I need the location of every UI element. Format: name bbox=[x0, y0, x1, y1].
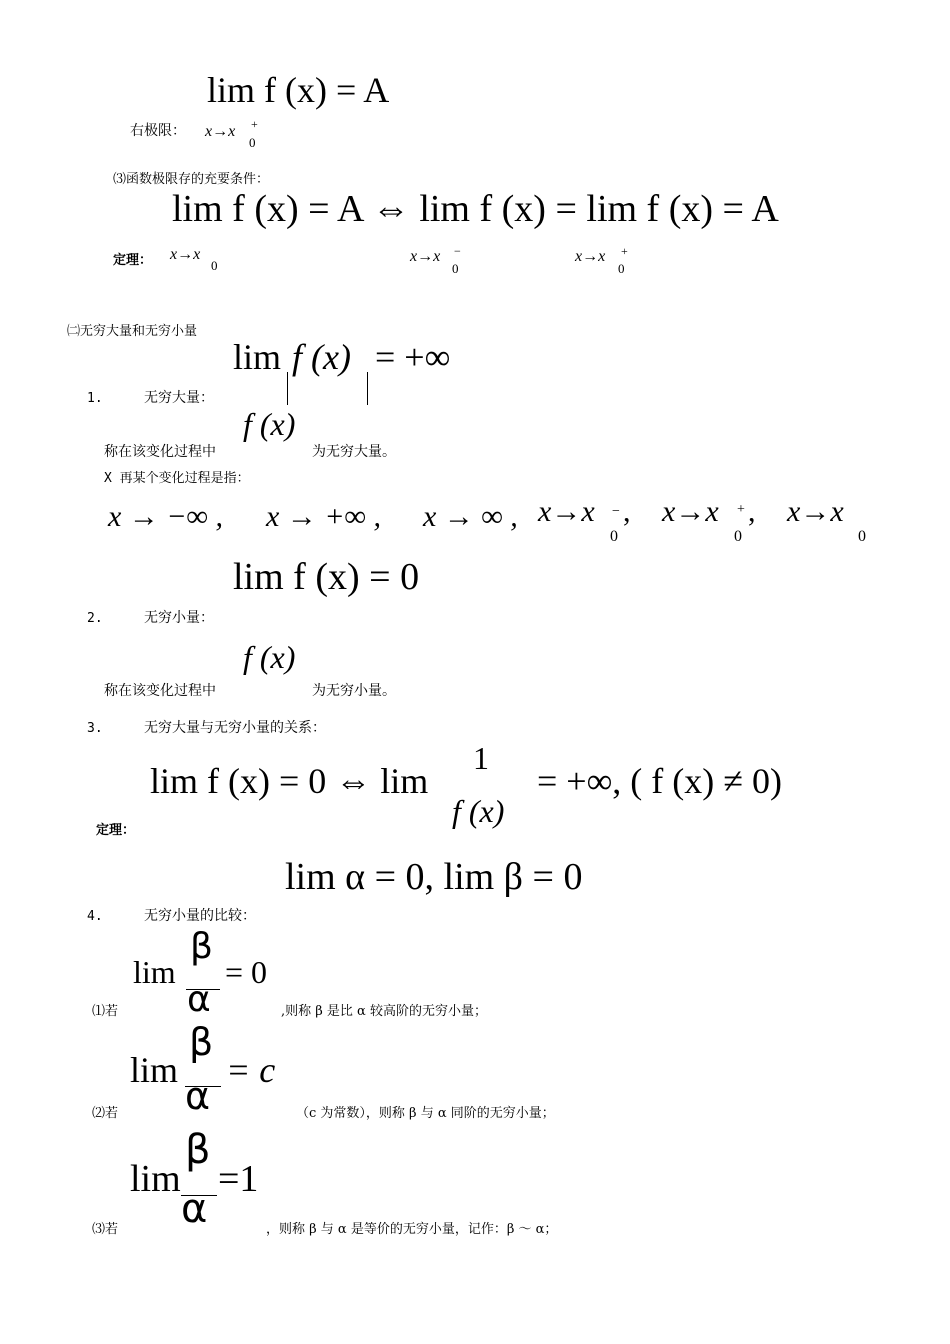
cmp3-numerator: β bbox=[185, 1127, 211, 1173]
abs-bar-right bbox=[367, 372, 368, 405]
ns-heading: ⑶函数极限存的充要条件： bbox=[113, 172, 270, 187]
cmp2-lim: lim bbox=[130, 1050, 179, 1090]
process-left-sup: − bbox=[612, 504, 620, 519]
process-note: X 再某个变化过程是指： bbox=[104, 471, 250, 486]
right-limit-label: 右极限： bbox=[130, 123, 186, 139]
cmp1-rhs: = 0 bbox=[225, 954, 268, 990]
process-right-x0: x→x bbox=[662, 495, 719, 528]
cmp3-denominator: α bbox=[181, 1186, 208, 1232]
item3-label: 无穷大量与无穷小量的关系： bbox=[144, 720, 326, 736]
cmp2-prefix: ⑵若 bbox=[92, 1106, 119, 1121]
item4-formula: lim α = 0, lim β = 0 bbox=[285, 856, 583, 898]
cmp2-denominator: α bbox=[185, 1074, 211, 1118]
item1-rhs: = +∞ bbox=[375, 337, 451, 377]
ns-cond1-sub: 0 bbox=[211, 258, 218, 273]
cmp3-rhs: =1 bbox=[218, 1158, 259, 1200]
item3-numerator: 1 bbox=[473, 740, 489, 776]
item2-number: 2. bbox=[87, 611, 103, 626]
ns-cond1 bbox=[170, 247, 200, 263]
item4-label: 无穷小量的比较： bbox=[144, 908, 256, 924]
ns-theorem-label: 定理： bbox=[113, 253, 153, 268]
cmp1-lim: lim bbox=[133, 954, 176, 990]
cmp3-desc: ，则称 β 与 α 是等价的无穷小量，记作：β ～ α； bbox=[266, 1222, 558, 1237]
item2-label: 无穷小量： bbox=[144, 610, 214, 626]
item3-number: 3. bbox=[87, 721, 103, 736]
cmp3-lim: lim bbox=[130, 1158, 181, 1200]
cmp2-rhs: = c bbox=[226, 1050, 276, 1090]
cmp2-desc: （c 为常数），则称 β 与 α 同阶的无穷小量； bbox=[296, 1106, 555, 1121]
process-neg-inf: x → −∞ , bbox=[108, 500, 223, 533]
ns-cond3 bbox=[575, 249, 605, 265]
item1-desc-a: 称在该变化过程中 bbox=[104, 444, 216, 460]
cmp1-desc: ,则称 β 是比 α 较高阶的无穷小量； bbox=[281, 1004, 487, 1019]
ns-cond2-sub: 0 bbox=[452, 261, 459, 276]
process-x0-sub: 0 bbox=[858, 528, 866, 545]
cond-x: x bbox=[205, 123, 213, 140]
item2-desc-a: 称在该变化过程中 bbox=[104, 683, 216, 699]
right-limit-formula: lim f (x) = A bbox=[207, 70, 390, 110]
process-right-sup: + bbox=[737, 502, 745, 517]
item2-desc-b: 为无穷小量。 bbox=[312, 683, 396, 699]
cmp2-numerator: β bbox=[189, 1020, 214, 1064]
item3-theorem-label: 定理： bbox=[96, 823, 136, 838]
process-x0: x→x bbox=[787, 495, 844, 528]
item1-label: 无穷大量： bbox=[144, 390, 214, 406]
right-limit-condition bbox=[205, 124, 235, 140]
item3-formula-right: = +∞, ( f (x) ≠ 0) bbox=[537, 761, 782, 801]
process-left-sub: 0 bbox=[610, 528, 618, 545]
right-limit-sup: + bbox=[251, 117, 258, 131]
ns-cond3-text: x→x bbox=[575, 248, 606, 265]
abs-bar-left bbox=[287, 372, 288, 405]
right-limit-sub: 0 bbox=[249, 135, 256, 150]
cmp1-denominator: α bbox=[187, 979, 211, 1020]
ns-cond2 bbox=[410, 249, 440, 265]
item1-desc-b: 为无穷大量。 bbox=[312, 444, 396, 460]
item2-formula: lim f (x) = 0 bbox=[233, 556, 420, 598]
process-right-sub: 0 bbox=[734, 528, 742, 545]
ns-cond2-sup: − bbox=[454, 244, 461, 258]
cond-x0: x bbox=[228, 123, 236, 140]
ns-formula: lim f (x) = A ⇔ lim f (x) = lim f (x) = A bbox=[172, 188, 779, 230]
ns-cond3-sup: + bbox=[621, 244, 628, 258]
item2-fx: f (x) bbox=[243, 639, 296, 675]
item3-denominator: f (x) bbox=[452, 793, 505, 829]
cmp1-prefix: ⑴若 bbox=[92, 1004, 119, 1019]
item1-lim: lim bbox=[233, 337, 282, 377]
process-inf: x → ∞ , bbox=[423, 500, 518, 533]
ns-cond1-text: x→x bbox=[170, 246, 201, 263]
process-left-comma: , bbox=[623, 495, 631, 528]
item3-formula-left: lim f (x) = 0 ⇔ lim bbox=[150, 761, 429, 801]
process-right-comma: , bbox=[748, 495, 756, 528]
cond-arrow: → bbox=[212, 123, 229, 140]
section2-heading: ㈡无穷大量和无穷小量 bbox=[67, 324, 198, 339]
process-pos-inf: x → +∞ , bbox=[266, 500, 381, 533]
item1-fx: f (x) bbox=[243, 406, 296, 442]
cmp1-numerator: β bbox=[190, 926, 213, 967]
process-left-x0: x→x bbox=[538, 495, 595, 528]
item1-fx-abs: f (x) bbox=[292, 337, 351, 377]
item4-number: 4. bbox=[87, 909, 103, 924]
ns-cond3-sub: 0 bbox=[618, 261, 625, 276]
cmp3-prefix: ⑶若 bbox=[92, 1222, 119, 1237]
ns-cond2-text: x→x bbox=[410, 248, 441, 265]
item1-number: 1. bbox=[87, 391, 103, 406]
